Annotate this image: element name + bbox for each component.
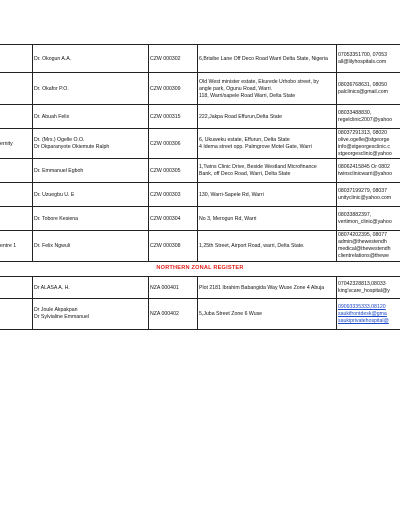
cell-line: olive.ogelle@stgeorge [338, 137, 390, 143]
cell-code [150, 168, 195, 175]
column-divider [32, 231, 33, 261]
cell-address [199, 164, 335, 178]
cell-line: twinsclinicwarri@yahoo [338, 171, 392, 177]
cell-code [150, 141, 195, 148]
cell-code [150, 216, 195, 223]
cell-line: 08036768631, 08050 [338, 82, 388, 88]
cell-address [199, 216, 335, 223]
cell-line: Dr. Tobore Kesiena [34, 216, 79, 222]
cell-left [0, 243, 30, 250]
cell-code [150, 243, 195, 250]
cell-line: king'scare_hospital@y [338, 288, 390, 294]
cell-doctor [34, 114, 146, 121]
cell-code [150, 285, 195, 292]
cell-doctor [34, 86, 146, 93]
column-divider [197, 277, 198, 299]
cell-line: 08037291313, 08020 [338, 130, 388, 136]
cell-line: 08062415845 Or 0802 [338, 164, 390, 170]
cell-line: 08033882397, [338, 212, 372, 218]
cell-line: 08037199279, 08037 [338, 188, 388, 194]
cell-line: 6,Brisibe Lane Off Deco Road Warri Delta State, Nigeria [199, 56, 328, 62]
cell-line: saukifrontdesk@gma [338, 311, 387, 317]
column-divider [336, 129, 337, 159]
cell-address [199, 56, 335, 63]
cell-line: saukiprivatehospital@ [338, 318, 389, 324]
column-divider [336, 183, 337, 207]
cell-line: Dr. Okogun A.A. [34, 56, 72, 62]
table-row [0, 72, 400, 105]
column-divider [336, 159, 337, 183]
table-row [0, 44, 400, 73]
cell-contact [338, 110, 400, 124]
cell-line: angle park, Ogunu Road, Warri. [199, 86, 273, 92]
cell-left [0, 141, 30, 148]
column-divider [148, 105, 149, 129]
column-divider [148, 207, 149, 231]
cell-line: entre 1 [0, 243, 17, 249]
column-divider [197, 105, 198, 129]
cell-line: Plot 2181 Ibrahim Babangida Way Wuse Zone 4 Abuja [199, 285, 325, 291]
cell-line: Old West minister estate, Ekurede Urhobo street, by [199, 79, 319, 85]
cell-line: stgeorgesclinic@yahoo [338, 151, 392, 157]
cell-line: 08074202395, 08077 [338, 232, 388, 238]
cell-line: all@lilyhospitals.com [338, 59, 387, 65]
column-divider [197, 73, 198, 105]
table-row [0, 158, 400, 183]
cell-code [150, 114, 195, 121]
cell-line: 07053351700, 07053 [338, 52, 388, 58]
cell-contact [338, 130, 400, 158]
column-divider [197, 159, 198, 183]
cell-line: No 3, Merogun Rd, Warri [199, 216, 257, 222]
cell-line: palclinics@gmail.com [338, 89, 388, 95]
column-divider [32, 277, 33, 299]
cell-line: Dr. Felix Ngwuli [34, 243, 71, 249]
cell-address [199, 243, 335, 250]
cell-address [199, 114, 335, 121]
column-divider [32, 299, 33, 329]
column-divider [148, 183, 149, 207]
cell-line: regelclinic2007@yahoo [338, 117, 393, 123]
cell-line: Dr. Okafor P.O. [34, 86, 69, 92]
cell-line: 5,Juba Street Zone 6 Wuse [199, 311, 263, 317]
cell-line: vertimon_clinic@yahoo [338, 219, 392, 225]
cell-line: CZW 000306 [150, 141, 181, 147]
cell-line: 08033488830, [338, 110, 372, 116]
cell-contact [338, 212, 400, 226]
cell-line: 130, Warri-Sapele Rd, Warri [199, 192, 264, 198]
column-divider [148, 45, 149, 73]
column-divider [148, 231, 149, 261]
cell-doctor [34, 243, 146, 250]
table-row [0, 230, 400, 262]
cell-line: ernity [0, 141, 13, 147]
cell-address [199, 137, 335, 151]
column-divider [32, 105, 33, 129]
cell-doctor [34, 285, 146, 292]
column-divider [197, 299, 198, 329]
column-divider [336, 45, 337, 73]
table-row [0, 298, 400, 330]
cell-line: clientrelations@thewe [338, 253, 389, 259]
cell-doctor [34, 168, 146, 175]
table-row [0, 128, 400, 159]
cell-line: 222,Jakpa Road Effurun,Delta State [199, 114, 282, 120]
column-divider [336, 299, 337, 329]
cell-line: unityclinic@yahoo.com [338, 195, 392, 201]
column-divider [148, 299, 149, 329]
cell-line: CZW 000315 [150, 114, 181, 120]
cell-line: 1,Twins Clinic Drive, Beside Westland Microfinance [199, 164, 317, 170]
section-title-northern-zonal-register: NORTHERN ZONAL REGISTER [156, 265, 244, 271]
column-divider [32, 159, 33, 183]
cell-code [150, 311, 195, 318]
cell-line: Dr. Uzuegbu U. E [34, 192, 75, 198]
cell-line: Dr. (Mrs.) Ogelle O.O. [34, 137, 85, 143]
cell-doctor [34, 307, 146, 321]
cell-contact [338, 164, 400, 178]
cell-line: 09093335333,08120 [338, 304, 386, 310]
cell-doctor [34, 137, 146, 151]
column-divider [32, 129, 33, 159]
cell-line: Dr ALASA A. H. [34, 285, 70, 291]
column-divider [148, 159, 149, 183]
column-divider [197, 231, 198, 261]
cell-line: NZA 000402 [150, 311, 179, 317]
cell-line: CZW 000305 [150, 168, 181, 174]
cell-line: 07042328813,08033 [338, 281, 386, 287]
column-divider [148, 277, 149, 299]
cell-contact [338, 232, 400, 260]
column-divider [336, 231, 337, 261]
column-divider [197, 129, 198, 159]
column-divider [336, 207, 337, 231]
column-divider [336, 73, 337, 105]
cell-line: CZW 000302 [150, 56, 181, 62]
column-divider [336, 277, 337, 299]
cell-line: 6, Ukuweku estate, Effurun, Delta State [199, 137, 290, 143]
column-divider [32, 207, 33, 231]
column-divider [32, 183, 33, 207]
cell-address [199, 311, 335, 318]
table-row [0, 276, 400, 299]
cell-doctor [34, 216, 146, 223]
cell-line: admin@thewestendh [338, 239, 387, 245]
cell-contact [338, 52, 400, 66]
cell-line: CZW 000303 [150, 192, 181, 198]
cell-doctor [34, 192, 146, 199]
cell-line: CZW 000308 [150, 243, 181, 249]
cell-line: 118, Warri/sapele Road Warri, Delta State [199, 93, 296, 99]
cell-line: Dr Okparanyote Okiemute Ralph [34, 144, 110, 150]
column-divider [197, 207, 198, 231]
cell-line: CZW 000304 [150, 216, 181, 222]
cell-contact [338, 188, 400, 202]
cell-line: Dr. Abuah Felix [34, 114, 70, 120]
cell-line: Dr Joule Akpakpan [34, 307, 78, 313]
cell-code [150, 192, 195, 199]
cell-line: Bank, off Deco Road, Warri, Delta State [199, 171, 291, 177]
cell-line: CZW 000309 [150, 86, 181, 92]
column-divider [197, 45, 198, 73]
cell-line: medical@thewestendh [338, 246, 391, 252]
cell-line: 4 Idema street opp. Palmgrove Motel Gate, Warri [199, 144, 312, 150]
cell-line: NZA 000401 [150, 285, 179, 291]
table-row [0, 206, 400, 231]
cell-address [199, 79, 335, 100]
column-divider [197, 183, 198, 207]
cell-code [150, 86, 195, 93]
cell-line: info@stgeorgesclinic.c [338, 144, 390, 150]
cell-contact [338, 281, 400, 295]
cell-address [199, 285, 335, 292]
column-divider [148, 129, 149, 159]
column-divider [32, 73, 33, 105]
cell-code [150, 56, 195, 63]
cell-contact [338, 304, 400, 325]
column-divider [148, 73, 149, 105]
table-row [0, 104, 400, 129]
column-divider [32, 45, 33, 73]
cell-line: Dr. Emmanuel Egboh [34, 168, 84, 174]
cell-address [199, 192, 335, 199]
table-row [0, 182, 400, 207]
column-divider [336, 105, 337, 129]
cell-line: Dr Sylvialine Emmanuel [34, 314, 90, 320]
cell-doctor [34, 56, 146, 63]
cell-line: 1,25th Street, Airport Road, warri, Delta State. [199, 243, 305, 249]
cell-contact [338, 82, 400, 96]
